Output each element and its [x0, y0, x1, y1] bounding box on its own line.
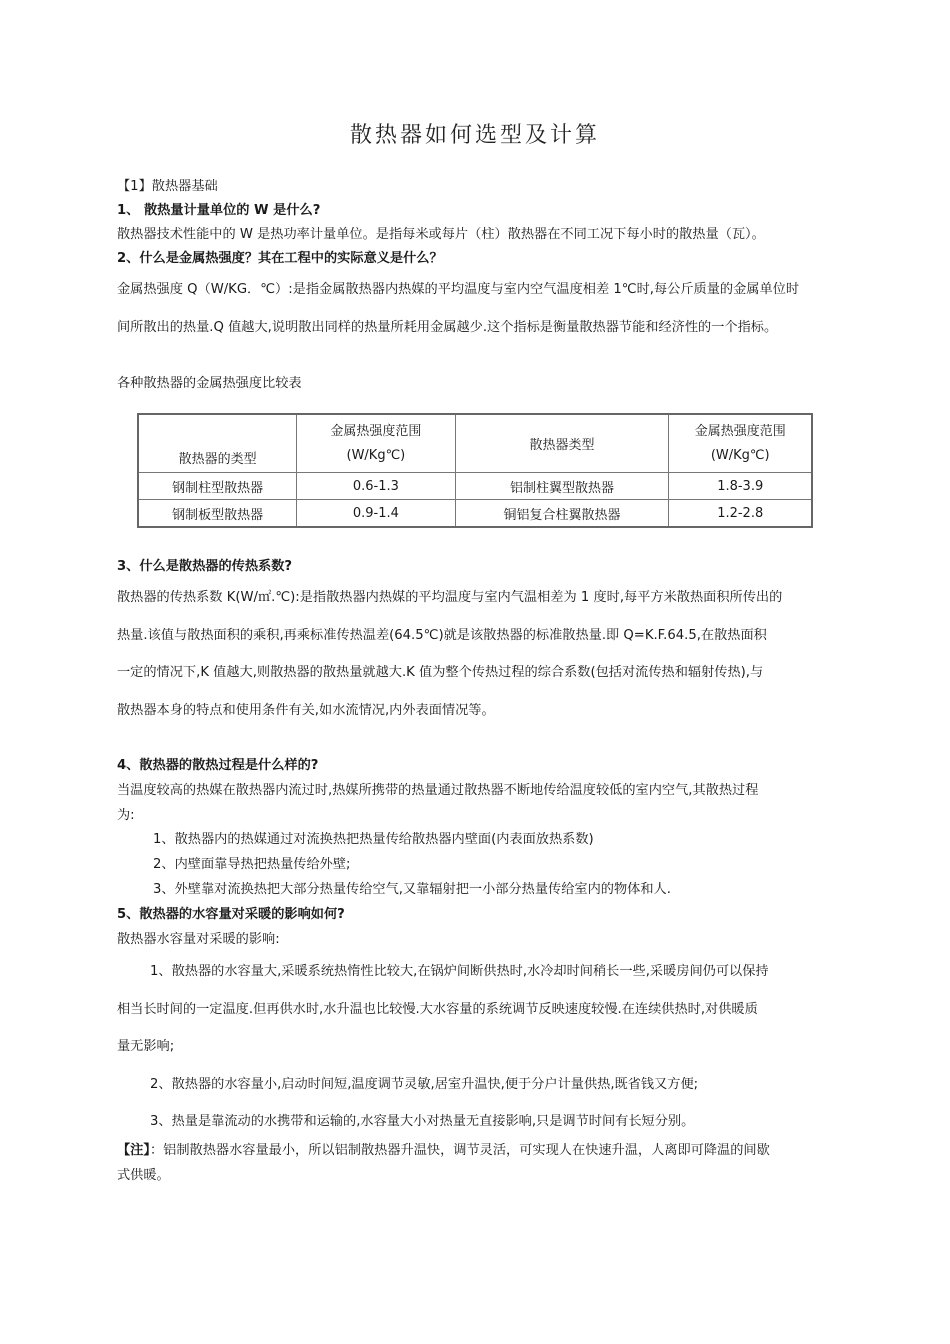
q1-answer: 散热器技术性能中的 W 是热功率计量单位。是指每米或每片（柱）散热器在不同工况下每小时的散热量（瓦）。 [117, 227, 765, 242]
cell-type1: 钢制板型散热器 [138, 500, 297, 528]
q4-step: 3、外壁靠对流换热把大部分热量传给空气,又靠辐射把一小部分热量传给室内的物体和人. [153, 882, 671, 897]
q5-item1-line: 1、散热器的水容量大,采暖系统热惰性比较大,在锅炉间断供热时,水冷却时间稍长一些,采暖房间仍可以保持 [150, 964, 769, 979]
q3-answer-line: 热量.该值与散热面积的乘积,再乘标准传热温差(64.5℃)就是该散热器的标准散热量.即 Q=K.F.64.5,在散热面积 [117, 628, 767, 643]
q3-heading: 3、什么是散热器的传热系数? [117, 559, 293, 574]
q1-heading: 1、 散热量计量单位的 W 是什么? [117, 203, 321, 218]
q3-answer-line: 散热器的传热系数 K(W/㎡.℃):是指散热器内热媒的平均温度与室内气温相差为 1 度时,每平方米散热面积所传出的 [117, 590, 783, 605]
cell-range2: 1.2-2.8 [669, 500, 812, 528]
q2-heading: 2、什么是金属热强度？其在工程中的实际意义是什么？ [117, 251, 443, 266]
header-type1: 散热器的类型 [138, 414, 297, 473]
page-title: 散热器如何选型及计算 [349, 123, 600, 148]
q5-item1-line: 相当长时间的一定温度.但再供水时,水升温也比较慢.大水容量的系统调节反映速度较慢.在连续供热时,对供暖质 [117, 1002, 758, 1017]
cell-range1: 0.9-1.4 [297, 500, 455, 528]
q4-intro-line: 当温度较高的热媒在散热器内流过时,热媒所携带的热量通过散热器不断地传给温度较低的室内空气,其散热过程 [117, 783, 759, 798]
q2-answer-line: 金属热强度 Q（W/KG．℃）:是指金属散热器内热媒的平均温度与室内空气温度相差 1℃时,每公斤质量的金属单位时 [117, 282, 800, 297]
cell-type1: 钢制柱型散热器 [138, 473, 297, 500]
table-row [138, 500, 812, 528]
q5-item2: 2、散热器的水容量小,启动时间短,温度调节灵敏,居室升温快,便于分户计量供热,既省钱又方便; [150, 1077, 699, 1092]
header-range1-unit: (W/Kg℃) [346, 447, 406, 463]
note-line-2: 式供暖。 [117, 1168, 170, 1183]
q3-answer-line: 一定的情况下,K 值越大,则散热器的散热量就越大.K 值为整个传热过程的综合系数(包括对流传热和辐射传热),与 [117, 665, 764, 680]
q5-item3: 3、热量是靠流动的水携带和运输的,水容量大小对热量无直接影响,只是调节时间有长短分别。 [150, 1114, 695, 1129]
note-line [117, 1139, 837, 1158]
cell-type2: 铝制柱翼型散热器 [455, 473, 669, 500]
table-row [138, 473, 812, 500]
heat-intensity-table [137, 413, 813, 528]
table-caption: 各种散热器的金属热强度比较表 [117, 376, 302, 391]
q4-intro-line: 为: [117, 808, 135, 823]
cell-range1: 0.6-1.3 [297, 473, 455, 500]
q5-heading: 5、散热器的水容量对采暖的影响如何? [117, 907, 345, 922]
header-type2: 散热器类型 [455, 414, 669, 473]
note-text: ：铝制散热器水容量最小，所以铝制散热器升温快，调节灵活，可实现人在快速升温，人离即可降温的间歇 [149, 1143, 770, 1158]
header-range1-label: 金属热强度范围 [330, 423, 422, 439]
cell-range2: 1.8-3.9 [669, 473, 812, 500]
q3-answer-line: 散热器本身的特点和使用条件有关,如水流情况,内外表面情况等。 [117, 703, 495, 718]
header-range2-label: 金属热强度范围 [694, 423, 786, 439]
q2-answer-line: 间所散出的热量.Q 值越大,说明散出同样的热量所耗用金属越少.这个指标是衡量散热器节能和经济性的一个指标。 [117, 320, 778, 335]
note-label: 【注】 [117, 1143, 150, 1158]
q4-step: 2、内壁面靠导热把热量传给外壁; [153, 857, 351, 872]
q4-heading: 4、散热器的散热过程是什么样的? [117, 758, 319, 773]
header-range2-unit: (W/Kg℃) [710, 447, 770, 463]
cell-type2: 铜铝复合柱翼散热器 [455, 500, 669, 528]
header-range1 [297, 414, 455, 473]
q4-step: 1、散热器内的热媒通过对流换热把热量传给散热器内壁面(内表面放热系数) [153, 832, 594, 847]
header-range2 [669, 414, 812, 473]
q5-intro: 散热器水容量对采暖的影响: [117, 932, 280, 947]
section-heading: 【1】散热器基础 [117, 179, 218, 194]
table-header-row [138, 414, 812, 473]
q5-item1-line: 量无影响; [117, 1039, 175, 1054]
